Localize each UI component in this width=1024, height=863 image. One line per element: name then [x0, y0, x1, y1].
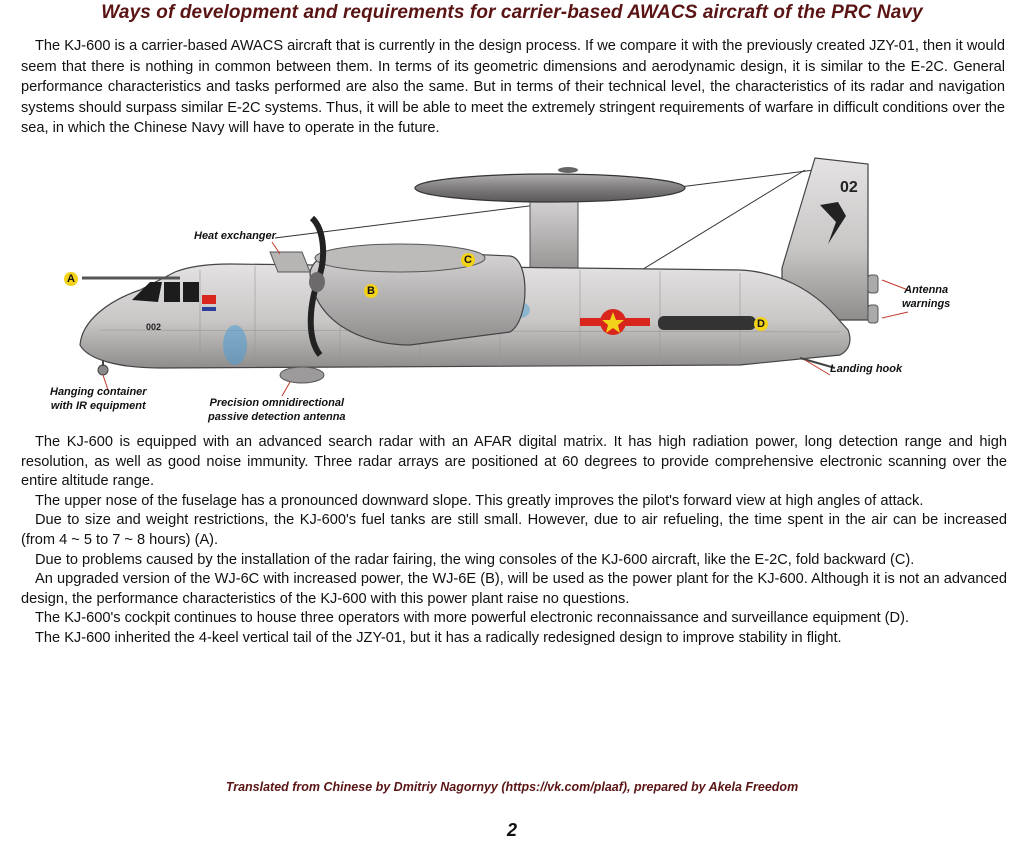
aircraft-drawing	[40, 150, 970, 430]
aircraft-illustration	[40, 150, 970, 430]
page-title: Ways of development and requirements for carrier-based AWACS aircraft of the PRC Navy	[101, 2, 923, 23]
body-paragraph: The KJ-600 inherited the 4-keel vertical tail of the JZY-01, but it has a radically redesigned design to improve stability in flight.	[35, 629, 842, 646]
passive-antenna	[280, 367, 324, 383]
callout-heat-exchanger: Heat exchanger	[194, 230, 276, 242]
page-number: 2	[506, 820, 517, 840]
body-paragraph: The KJ-600 is equipped with an advanced search radar with an AFAR digital matrix. It has high radiation power, long detection range and high resolution, as well as good noise immunity. Three radar arrays are positioned at 60 degrees to provide comprehensive electronic scanning over the entire altitude range.	[21, 434, 1007, 490]
cockpit-window	[164, 282, 180, 302]
marker-b: B	[364, 284, 378, 298]
body-section	[21, 433, 1007, 649]
marker-a: A	[64, 272, 78, 286]
body-paragraph: Due to size and weight restrictions, the KJ-600's fuel tanks are still small. However, due to air refueling, the time spent in the air can be increased (from 4 ~ 5 to 7 ~ 8 hours) (A).	[21, 512, 1007, 548]
rotodome	[415, 174, 685, 202]
body-paragraph: The upper nose of the fuselage has a pronounced downward slope. This greatly improves the pilot's forward view at high angles of attack.	[35, 492, 924, 509]
weathering	[223, 325, 247, 365]
callout-hanging-container: Hanging container with IR equipment	[50, 386, 147, 412]
cockpit-window	[183, 282, 199, 302]
equipment-fairing	[658, 316, 756, 330]
nose-number: 002	[146, 322, 162, 332]
antenna-bump	[868, 275, 878, 293]
rotodome-cap	[558, 167, 578, 173]
marker-d: D	[754, 317, 768, 331]
flag-stripe	[202, 307, 216, 311]
callout-landing-hook: Landing hook	[830, 363, 903, 375]
antenna-bump	[868, 305, 878, 323]
intro-paragraph: The KJ-600 is a carrier-based AWACS aircraft that is currently in the design process. If we compare it with the previously created JZY-01, then it would seem that there is nothing in common between them. In terms of its geometric dimensions and aerodynamic design, it is similar to the E-2C. General performance characteristics and tasks performed are also the same. But in terms of their technical level, the characteristics of its radar and navigation systems should surpass similar E-2C systems. Thus, it will be able to meet the extremely stringent requirements of warfare in difficult conditions over the sea, in which the Chinese Navy will have to operate in the future.	[21, 38, 1005, 137]
tail-number: 02	[840, 179, 858, 196]
translation-credit: Translated from Chinese by Dmitriy Nagornyy (https://vk.com/plaaf), prepared by Akela Freedom	[225, 780, 799, 794]
propeller-hub	[309, 272, 325, 292]
body-paragraph: Due to problems caused by the installation of the radar fairing, the wing consoles of the KJ-600 aircraft, like the E-2C, fold backward (C).	[35, 551, 915, 568]
nose-gear	[98, 365, 108, 375]
body-paragraph: An upgraded version of the WJ-6C with increased power, the WJ-6E (B), will be used as the power plant for the KJ-600. Although it is not an advanced design, the performance characteristics of the KJ-600 with this power plant raise no questions.	[21, 571, 1007, 607]
intro-section	[21, 36, 1005, 139]
body-paragraph: The KJ-600's cockpit continues to house three operators with more powerful electronic reconnaissance and surveillance equipment (D).	[35, 610, 910, 627]
marker-c: C	[461, 253, 475, 267]
flag	[202, 295, 216, 304]
callout-antenna-warnings: Antenna warnings	[902, 284, 951, 310]
callout-passive-antenna: Precision omnidirectional passive detection antenna	[208, 397, 346, 423]
wing-fold	[315, 244, 485, 272]
